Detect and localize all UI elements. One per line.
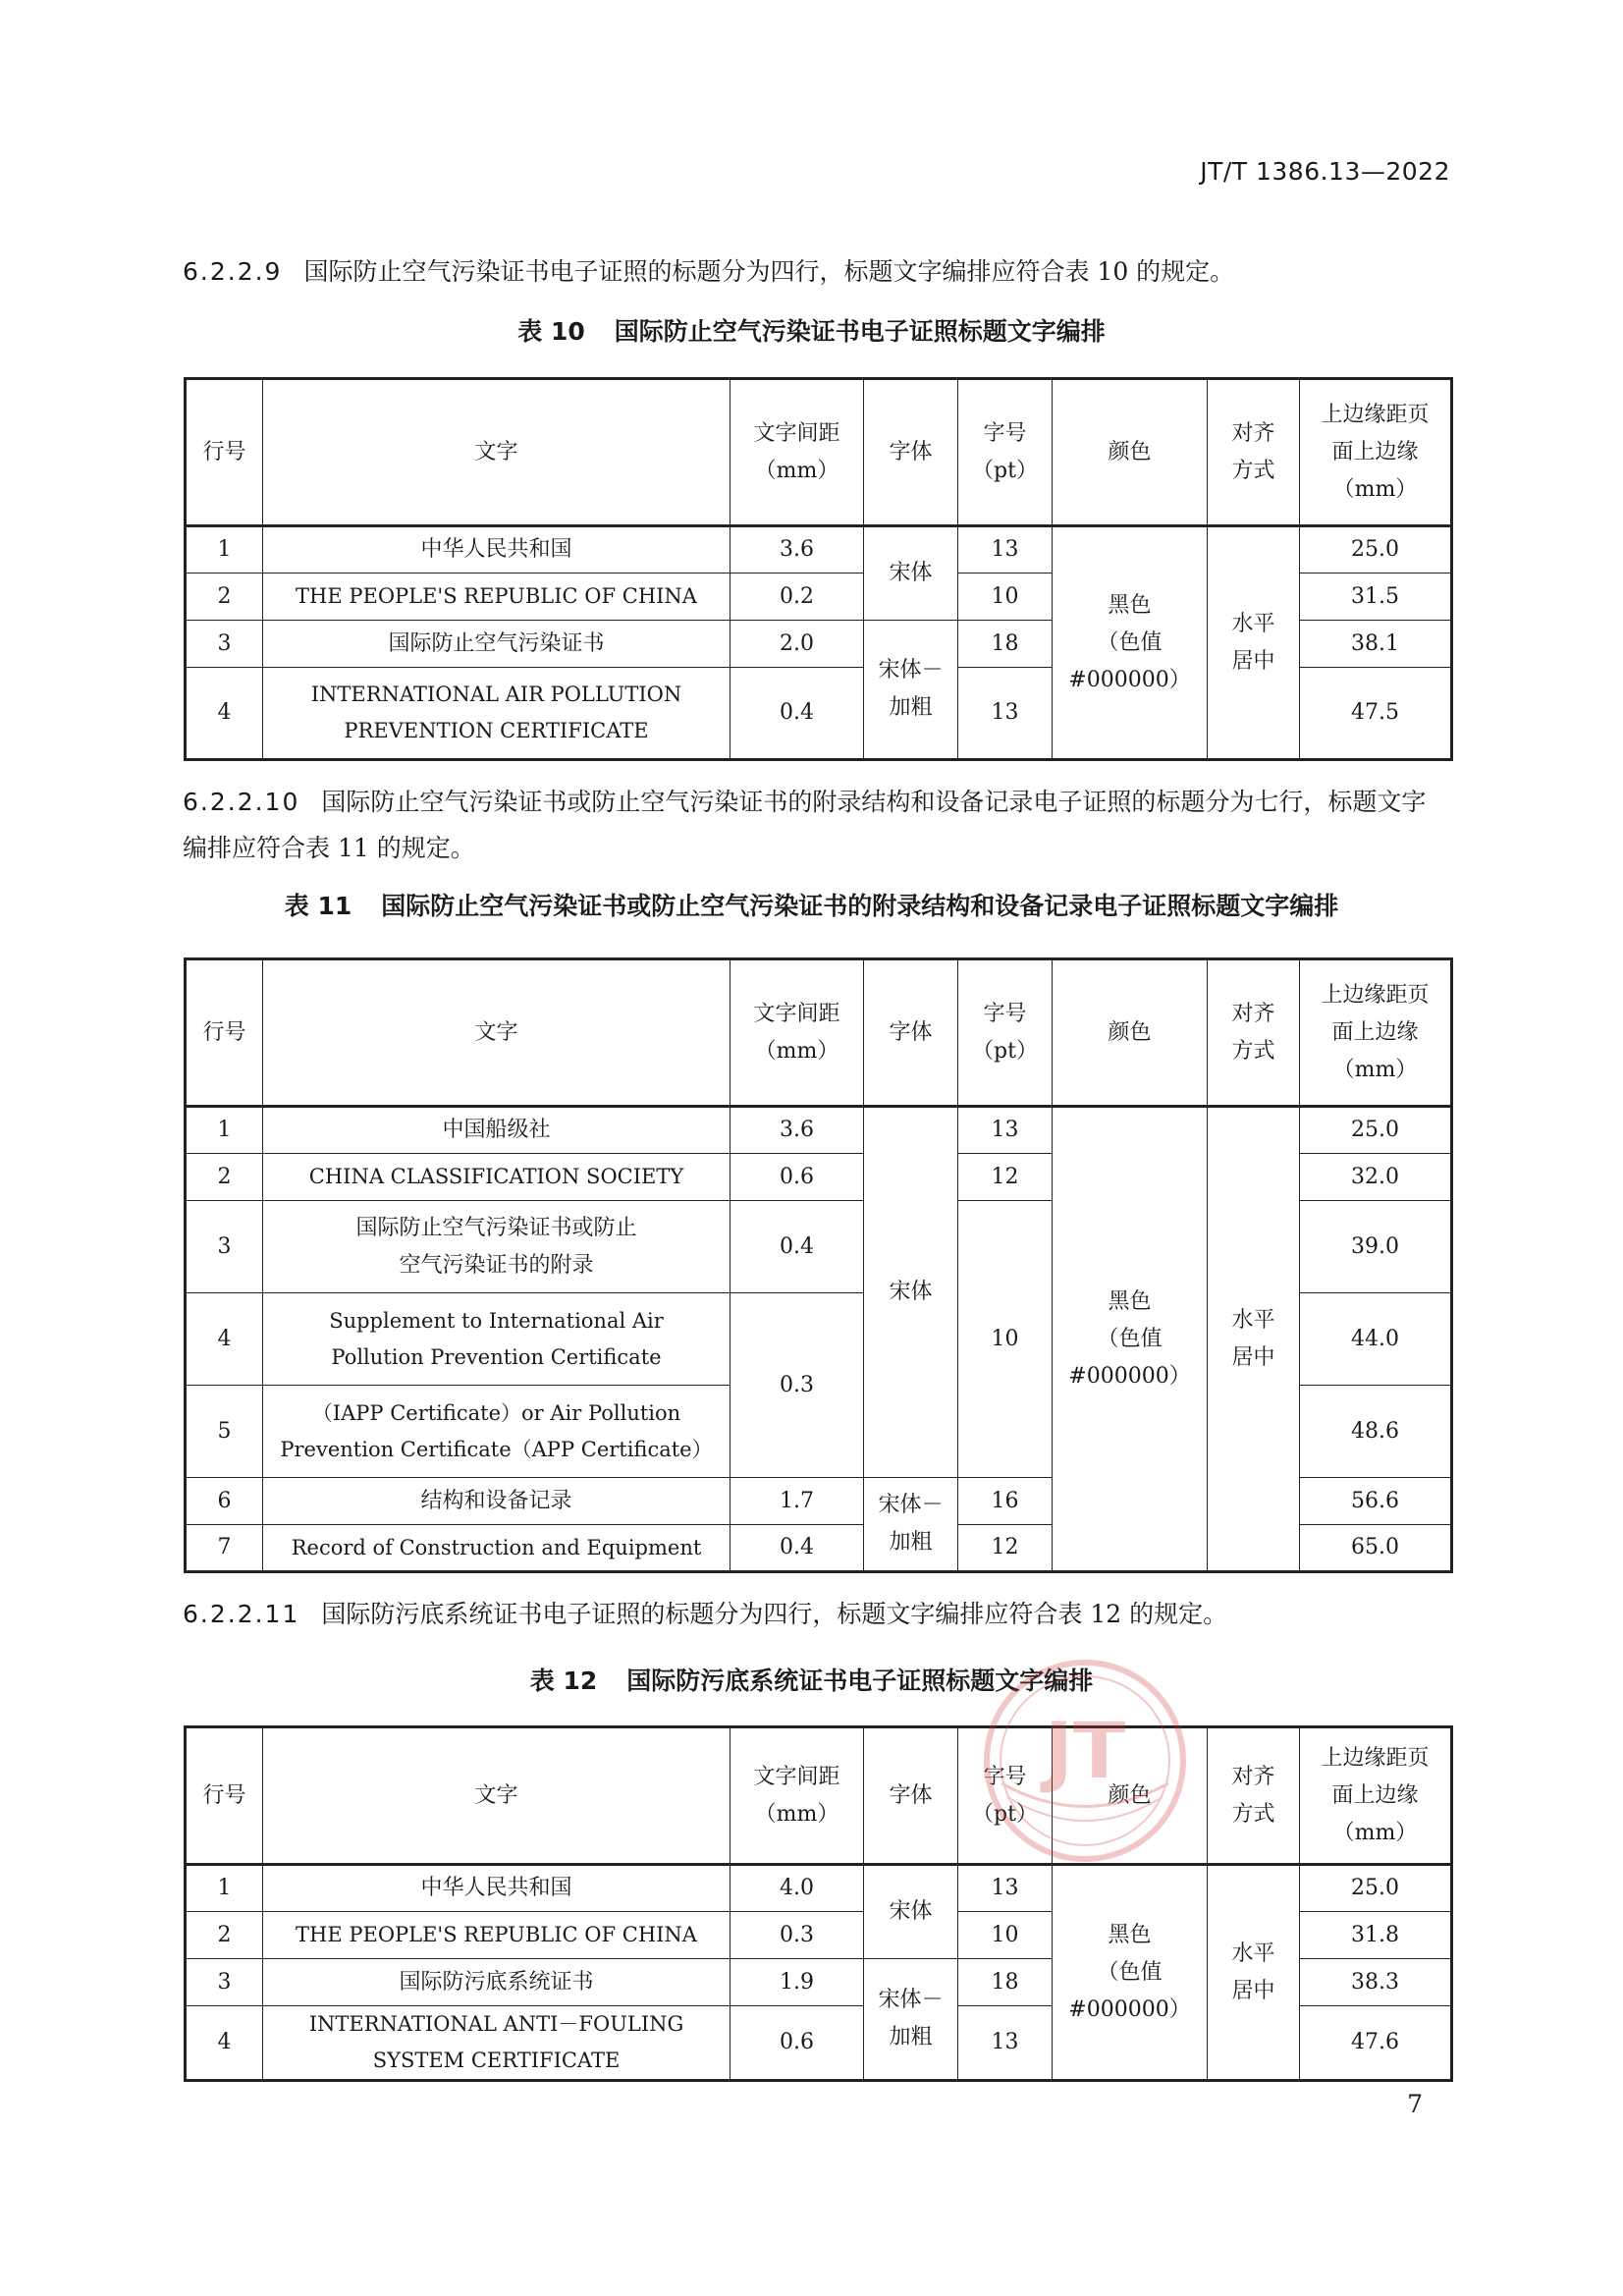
align-l2: 居中	[1231, 1344, 1275, 1370]
row-align	[1208, 1107, 1300, 1572]
table-11	[184, 957, 1453, 1573]
table-title: 国际防止空气污染证书电子证照标题文字编排	[614, 317, 1106, 346]
table-row	[186, 1107, 1452, 1154]
header-size-l2: （pt）	[972, 1801, 1038, 1827]
svg-text:JT: JT	[1044, 1708, 1126, 1796]
color-l1: 黑色	[1108, 1288, 1152, 1314]
standard-code: JT/T 1386.13—2022	[1200, 157, 1450, 186]
table-12-caption	[0, 1662, 1623, 1697]
header-top-l2: 面上边缘	[1331, 1782, 1419, 1808]
header-align-l1: 对齐	[1231, 420, 1275, 446]
clause-number: 6.2.2.9	[183, 257, 283, 286]
header-top-l2: 面上边缘	[1331, 439, 1419, 465]
font-bold-l2: 加粗	[889, 1530, 933, 1555]
row-text: THE PEOPLE'S REPUBLIC OF CHINA	[263, 574, 730, 621]
text-l2: Pollution Prevention Certificate	[331, 1344, 662, 1369]
font-bold-l1: 宋体－	[878, 658, 944, 683]
row-spacing: 0.3	[730, 1912, 864, 1959]
header-spacing	[730, 1727, 864, 1865]
header-top-l3: （mm）	[1332, 476, 1418, 502]
row-no: 4	[186, 1293, 263, 1386]
table-12	[184, 1725, 1453, 2082]
row-text: 中国船级社	[263, 1107, 730, 1154]
header-text: 文字	[263, 379, 730, 526]
text-l1: （IAPP Certificate）or Air Pollution	[311, 1400, 681, 1425]
row-size: 12	[958, 1525, 1053, 1572]
row-text	[263, 668, 730, 760]
row-size: 16	[958, 1478, 1053, 1525]
header-top-l1: 上边缘距页	[1321, 1745, 1430, 1771]
table-row	[186, 1865, 1452, 1912]
clause-6-2-2-11	[183, 1591, 1449, 1637]
header-top-margin	[1300, 1727, 1452, 1865]
row-no: 3	[186, 1201, 263, 1293]
row-text	[263, 1201, 730, 1293]
header-top-l3: （mm）	[1332, 1820, 1418, 1845]
font-bold-l2: 加粗	[889, 2025, 933, 2050]
align-l1: 水平	[1231, 1941, 1275, 1966]
row-size: 10	[958, 1912, 1053, 1959]
header-size-l1: 字号	[983, 420, 1027, 446]
align-l1: 水平	[1231, 1307, 1275, 1333]
header-top-margin	[1300, 959, 1452, 1107]
font-bold-l1: 宋体－	[878, 1493, 944, 1517]
color-l1: 黑色	[1108, 592, 1152, 618]
header-spacing-l1: 文字间距	[753, 1764, 840, 1789]
header-row-no: 行号	[186, 379, 263, 526]
row-color	[1053, 526, 1208, 760]
header-color: 颜色	[1053, 959, 1208, 1107]
row-size: 12	[958, 1154, 1053, 1201]
row-no: 1	[186, 1107, 263, 1154]
align-l2: 居中	[1231, 648, 1275, 674]
header-text: 文字	[263, 959, 730, 1107]
header-spacing-l2: （mm）	[754, 458, 839, 483]
row-spacing: 0.6	[730, 1154, 864, 1201]
row-top: 25.0	[1300, 1107, 1452, 1154]
page-number: 7	[1407, 2090, 1423, 2118]
row-size: 10	[958, 1201, 1053, 1478]
row-top: 32.0	[1300, 1154, 1452, 1201]
header-font: 字体	[864, 379, 958, 526]
row-top: 65.0	[1300, 1525, 1452, 1572]
align-l1: 水平	[1231, 611, 1275, 636]
row-no: 2	[186, 1154, 263, 1201]
text-l2: 空气污染证书的附录	[399, 1252, 594, 1278]
color-l2: （色值	[1097, 1959, 1163, 1985]
row-size: 13	[958, 2006, 1053, 2081]
row-no: 2	[186, 574, 263, 621]
row-align	[1208, 526, 1300, 760]
color-l3: #000000）	[1068, 1363, 1191, 1389]
row-text: Record of Construction and Equipment	[263, 1525, 730, 1572]
table-title: 国际防污底系统证书电子证照标题文字编排	[626, 1667, 1094, 1695]
clause-text: 国际防止空气污染证书或防止空气污染证书的附录结构和设备记录电子证照的标题分为七行，标题文字编排应符合表 11 的规定。	[183, 788, 1427, 862]
header-top-l1: 上边缘距页	[1321, 402, 1430, 427]
color-l3: #000000）	[1068, 667, 1191, 692]
row-no: 2	[186, 1912, 263, 1959]
row-font: 宋体	[864, 1865, 958, 1959]
row-spacing: 3.6	[730, 526, 864, 574]
row-spacing: 0.3	[730, 1293, 864, 1478]
row-text	[263, 1293, 730, 1386]
row-font	[864, 1478, 958, 1572]
row-size: 10	[958, 574, 1053, 621]
row-text: 国际防止空气污染证书	[263, 621, 730, 668]
table-label: 表 10	[517, 317, 585, 346]
table-10	[184, 377, 1453, 761]
row-no: 1	[186, 526, 263, 574]
row-font: 宋体	[864, 1107, 958, 1478]
header-align	[1208, 379, 1300, 526]
clause-number: 6.2.2.10	[183, 788, 300, 816]
header-font: 字体	[864, 1727, 958, 1865]
row-text	[263, 1386, 730, 1478]
header-size-l2: （pt）	[972, 458, 1038, 483]
header-align-l1: 对齐	[1231, 1001, 1275, 1026]
row-spacing: 1.7	[730, 1478, 864, 1525]
header-top-l3: （mm）	[1332, 1057, 1418, 1082]
header-align-l2: 方式	[1231, 1038, 1275, 1064]
clause-text: 国际防止空气污染证书电子证照的标题分为四行，标题文字编排应符合表 10 的规定。	[303, 257, 1235, 286]
table-label: 表 12	[529, 1667, 598, 1695]
row-top: 31.5	[1300, 574, 1452, 621]
text-l2: PREVENTION CERTIFICATE	[344, 719, 649, 742]
table-title: 国际防止空气污染证书或防止空气污染证书的附录结构和设备记录电子证照标题文字编排	[381, 892, 1339, 920]
row-spacing: 0.6	[730, 2006, 864, 2081]
header-size-l2: （pt）	[972, 1038, 1038, 1064]
font-bold-l1: 宋体－	[878, 1988, 944, 2012]
header-row-no: 行号	[186, 1727, 263, 1865]
header-spacing-l1: 文字间距	[753, 1001, 840, 1026]
row-text	[263, 2006, 730, 2081]
color-l3: #000000）	[1068, 1996, 1191, 2022]
header-align-l1: 对齐	[1231, 1764, 1275, 1789]
row-text: 中华人民共和国	[263, 526, 730, 574]
row-text: 结构和设备记录	[263, 1478, 730, 1525]
text-l1: INTERNATIONAL AIR POLLUTION	[310, 683, 682, 706]
row-spacing: 1.9	[730, 1959, 864, 2006]
row-top: 56.6	[1300, 1478, 1452, 1525]
header-align	[1208, 1727, 1300, 1865]
row-size: 13	[958, 1865, 1053, 1912]
header-text: 文字	[263, 1727, 730, 1865]
text-l2: SYSTEM CERTIFICATE	[372, 2049, 621, 2072]
row-top: 25.0	[1300, 1865, 1452, 1912]
clause-text: 国际防污底系统证书电子证照的标题分为四行，标题文字编排应符合表 12 的规定。	[321, 1600, 1228, 1628]
table-11-caption	[0, 887, 1623, 922]
header-spacing	[730, 959, 864, 1107]
header-size	[958, 959, 1053, 1107]
row-top: 25.0	[1300, 526, 1452, 574]
row-spacing: 0.2	[730, 574, 864, 621]
color-l2: （色值	[1097, 629, 1163, 655]
header-row-no: 行号	[186, 959, 263, 1107]
header-color: 颜色	[1053, 1727, 1208, 1865]
row-align	[1208, 1865, 1300, 2081]
row-size: 13	[958, 1107, 1053, 1154]
row-no: 3	[186, 1959, 263, 2006]
header-spacing	[730, 379, 864, 526]
row-top: 38.1	[1300, 621, 1452, 668]
header-align-l2: 方式	[1231, 458, 1275, 483]
row-no: 1	[186, 1865, 263, 1912]
align-l2: 居中	[1231, 1978, 1275, 2003]
row-text: 中华人民共和国	[263, 1865, 730, 1912]
row-text: CHINA CLASSIFICATION SOCIETY	[263, 1154, 730, 1201]
row-color	[1053, 1107, 1208, 1572]
row-top: 38.3	[1300, 1959, 1452, 2006]
row-no: 4	[186, 2006, 263, 2081]
header-align	[1208, 959, 1300, 1107]
row-font	[864, 621, 958, 760]
row-top: 44.0	[1300, 1293, 1452, 1386]
header-size	[958, 1727, 1053, 1865]
color-l1: 黑色	[1108, 1922, 1152, 1947]
font-bold-l2: 加粗	[889, 695, 933, 720]
row-spacing: 2.0	[730, 621, 864, 668]
row-font: 宋体	[864, 526, 958, 621]
row-no: 7	[186, 1525, 263, 1572]
table-label: 表 11	[284, 892, 352, 920]
row-no: 6	[186, 1478, 263, 1525]
header-top-margin	[1300, 379, 1452, 526]
color-l2: （色值	[1097, 1326, 1163, 1351]
row-spacing: 0.4	[730, 1201, 864, 1293]
header-size-l1: 字号	[983, 1001, 1027, 1026]
header-size	[958, 379, 1053, 526]
row-top: 47.6	[1300, 2006, 1452, 2081]
row-top: 31.8	[1300, 1912, 1452, 1959]
row-size: 18	[958, 621, 1053, 668]
row-top: 48.6	[1300, 1386, 1452, 1478]
clause-number: 6.2.2.11	[183, 1600, 300, 1628]
header-spacing-l2: （mm）	[754, 1038, 839, 1064]
row-spacing: 4.0	[730, 1865, 864, 1912]
row-spacing: 3.6	[730, 1107, 864, 1154]
header-top-l1: 上边缘距页	[1321, 982, 1430, 1008]
table-row	[186, 526, 1452, 574]
header-size-l1: 字号	[983, 1764, 1027, 1789]
row-spacing: 0.4	[730, 668, 864, 760]
clause-6-2-2-9	[183, 248, 1449, 295]
row-top: 47.5	[1300, 668, 1452, 760]
header-align-l2: 方式	[1231, 1801, 1275, 1827]
row-color	[1053, 1865, 1208, 2081]
row-size: 13	[958, 668, 1053, 760]
header-color: 颜色	[1053, 379, 1208, 526]
row-font	[864, 1959, 958, 2081]
row-no: 3	[186, 621, 263, 668]
header-spacing-l1: 文字间距	[753, 420, 840, 446]
row-text: 国际防污底系统证书	[263, 1959, 730, 2006]
row-size: 18	[958, 1959, 1053, 2006]
clause-6-2-2-10	[183, 779, 1449, 871]
row-top: 39.0	[1300, 1201, 1452, 1293]
row-no: 5	[186, 1386, 263, 1478]
text-l1: 国际防止空气污染证书或防止	[355, 1215, 637, 1240]
row-size: 13	[958, 526, 1053, 574]
row-text: THE PEOPLE'S REPUBLIC OF CHINA	[263, 1912, 730, 1959]
header-font: 字体	[864, 959, 958, 1107]
text-l1: INTERNATIONAL ANTI－FOULING	[308, 2012, 684, 2036]
header-top-l2: 面上边缘	[1331, 1019, 1419, 1045]
header-spacing-l2: （mm）	[754, 1801, 839, 1827]
row-no: 4	[186, 668, 263, 760]
text-l2: Prevention Certificate（APP Certificate）	[280, 1437, 713, 1461]
row-spacing: 0.4	[730, 1525, 864, 1572]
table-10-caption	[0, 312, 1623, 348]
text-l1: Supplement to International Air	[329, 1308, 664, 1333]
